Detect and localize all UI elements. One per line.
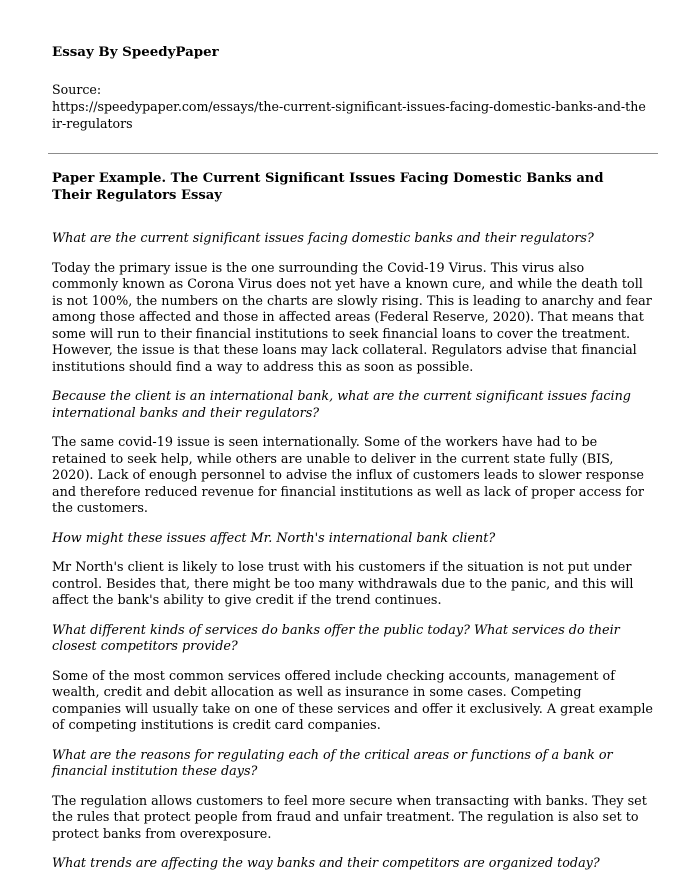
answer-2: The same covid-19 issue is seen internationally. Some of the workers have had to be retained to seek help, while others are unable to deliver in the current state fully (BIS, 2020). Lack of enough personnel to advise the influx of customers leads to slower response and therefore reduced revenue for financial institutions as well as lack of proper access for the customers.	[52, 435, 644, 516]
answer-4: Some of the most common services offered include checking accounts, management of wealth, credit and debit allocation as well as insurance in some cases. Competing companies will usually take on one of these services and offer it exclusively. A great example of competing institutions is credit card companies.	[52, 668, 653, 733]
question-4: What different kinds of services do banks offer the public today? What services do their closest competitors provide?	[52, 622, 620, 654]
essay-title: Paper Example. The Current Significant Issues Facing Domestic Banks and Their Regulators Essay	[52, 171, 604, 203]
source-label: Source:	[52, 82, 102, 97]
question-1: What are the current significant issues facing domestic banks and their regulators?	[52, 231, 594, 246]
essay-body	[52, 231, 654, 873]
answer-1: Today the primary issue is the one surrounding the Covid-19 Virus. This virus also commonly known as Corona Virus does not yet have a known cure, and while the death toll is not 100%, the numbers on the charts are slowly rising. This is leading to anarchy and fear among those affected and those in affected areas (Federal Reserve, 2020). That means that some will run to their financial institutions to seek financial loans to cover the treatment. However, the issue is that these loans may lack collateral. Regulators advise that financial institutions should find a way to address this as soon as possible.	[52, 260, 652, 375]
answer-5: The regulation allows customers to feel more secure when transacting with banks. They set the rules that protect people from fraud and unfair treatment. The regulation is also set to protect banks from overexposure.	[52, 793, 647, 842]
question-5: What are the reasons for regulating each of the critical areas or functions of a bank or financial institution these days?	[52, 747, 613, 779]
question-3: How might these issues affect Mr. North's international bank client?	[52, 530, 496, 546]
source-url: https://speedypaper.com/essays/the-current-significant-issues-facing-domestic-banks-and-their-regulators	[52, 99, 646, 131]
question-6: What trends are affecting the way banks and their competitors are organized today?	[52, 856, 600, 871]
answer-3: Mr North's client is likely to lose trust with his customers if the situation is not put under control. Besides that, there might be too many withdrawals due to the panic, and this will affect the bank's ability to give credit if the trend continues.	[52, 560, 634, 608]
essay-source-heading: Essay By SpeedyPaper	[52, 44, 219, 60]
question-2: Because the client is an international bank, what are the current significant issues facing international banks and their regulators?	[52, 389, 631, 421]
header-divider	[48, 153, 658, 154]
